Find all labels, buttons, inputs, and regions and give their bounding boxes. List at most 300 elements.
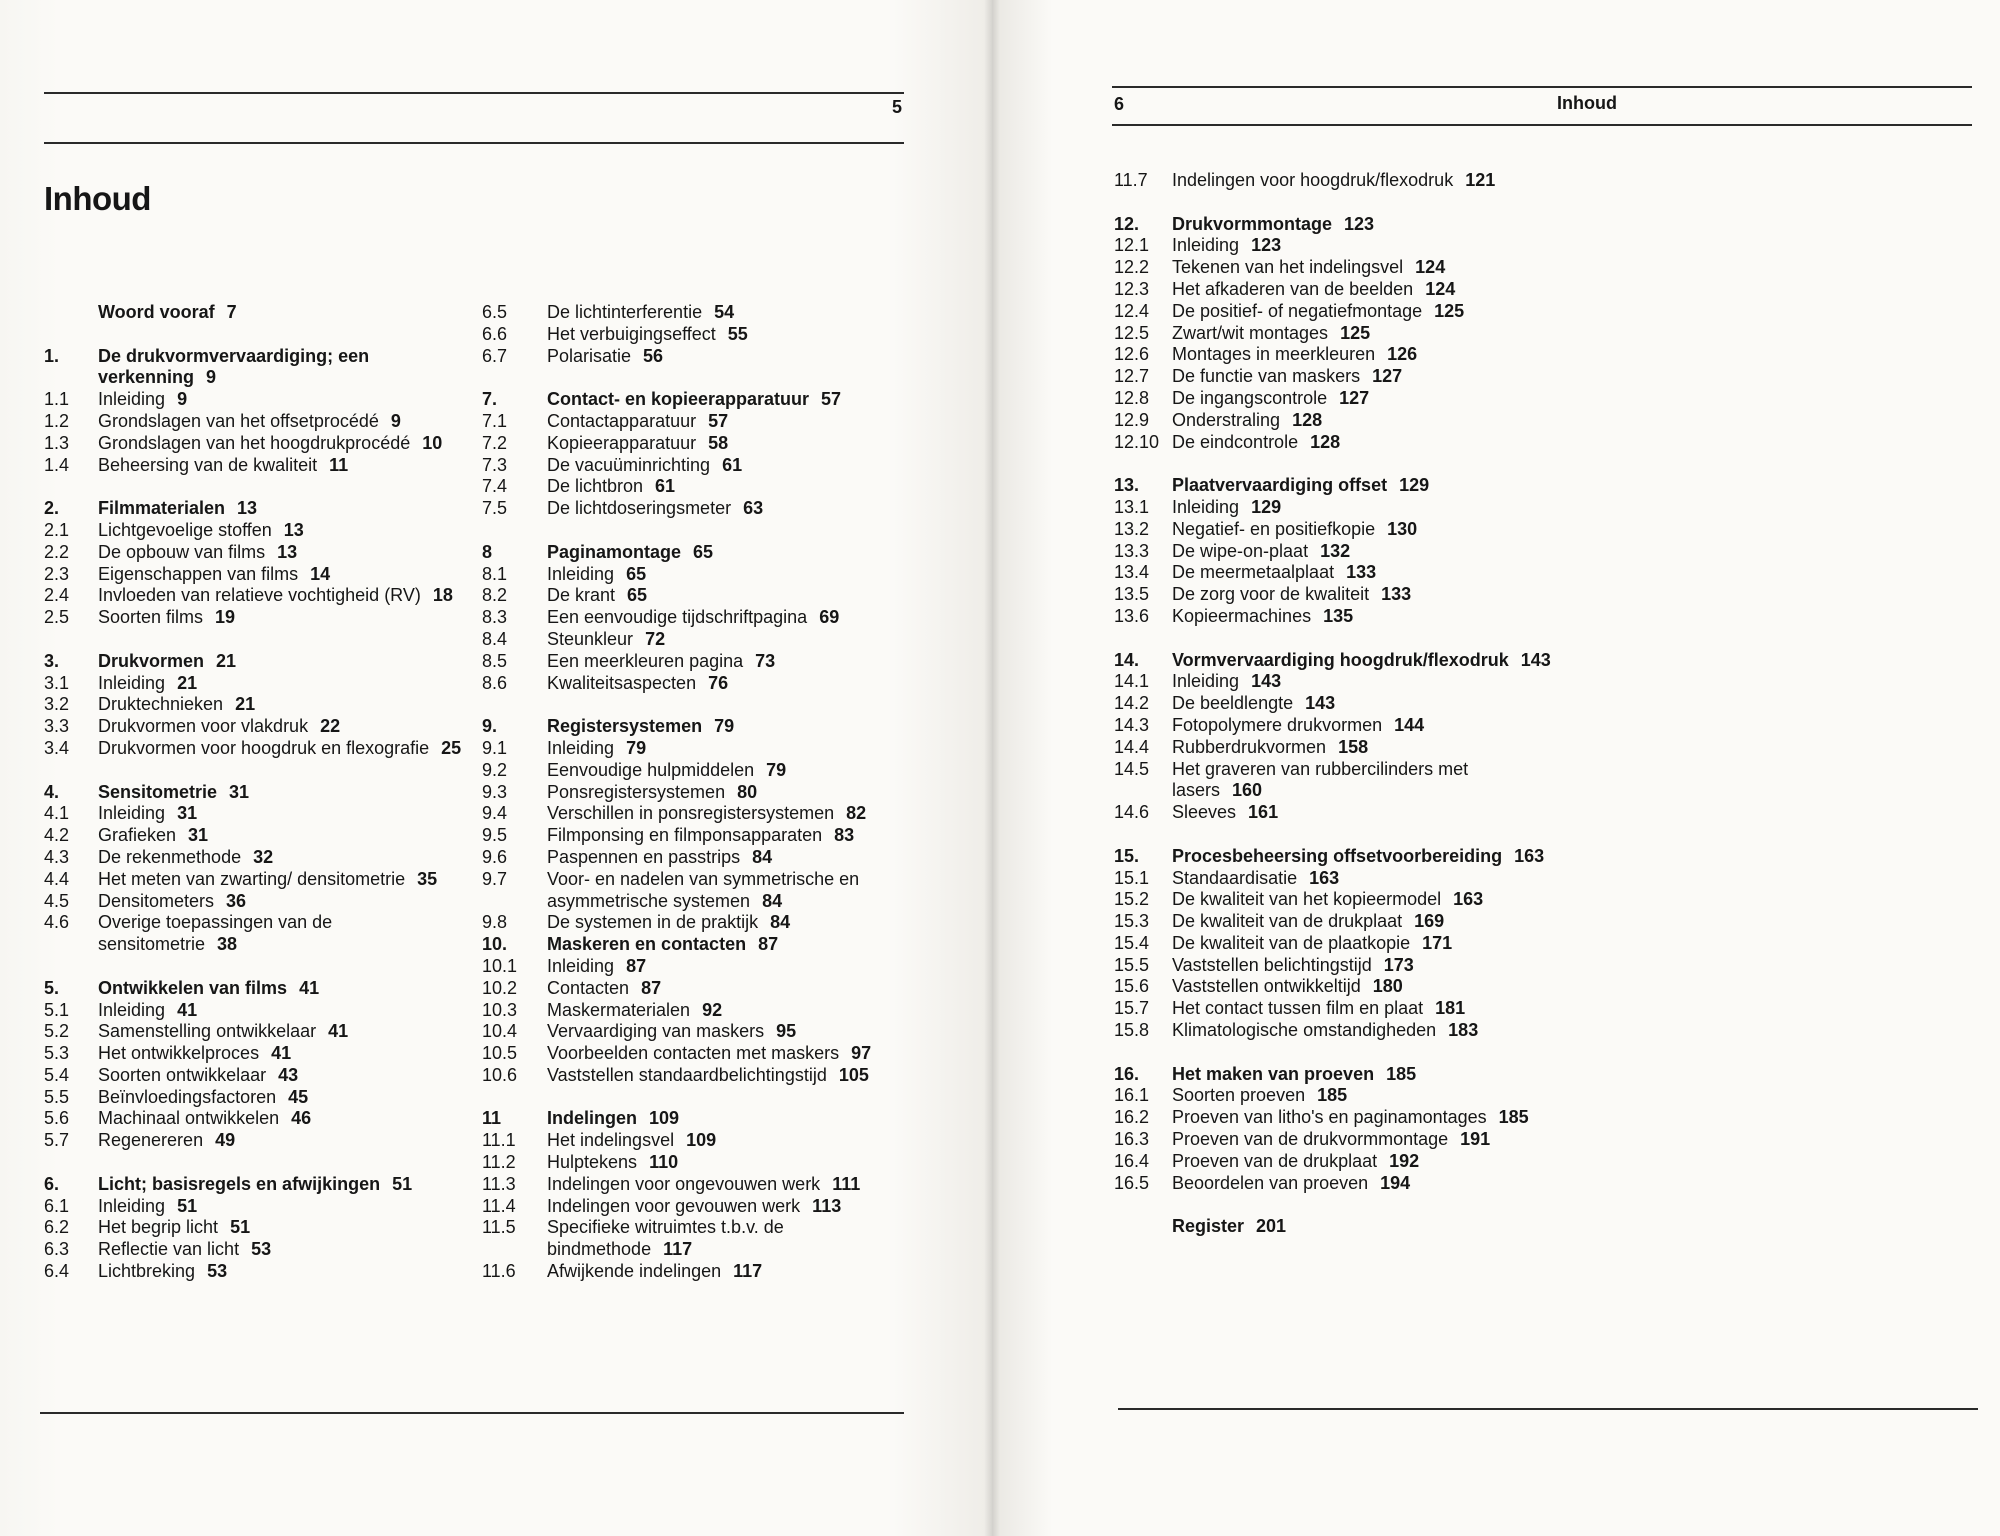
entry-title: Beoordelen van proeven bbox=[1172, 1172, 1369, 1193]
toc-entry bbox=[44, 716, 464, 738]
toc-entry bbox=[482, 411, 912, 433]
toc-entry bbox=[482, 433, 912, 455]
entry-number: 9.6 bbox=[482, 846, 508, 867]
right-page bbox=[992, 0, 2000, 1536]
entry-title: Tekenen van het indelingsvel bbox=[1172, 257, 1404, 278]
entry-number: 4.4 bbox=[44, 868, 70, 889]
entry-number: 13.3 bbox=[1114, 540, 1150, 561]
entry-title: De ingangscontrole bbox=[1172, 387, 1328, 408]
entry-page-number: 51 bbox=[392, 1173, 413, 1194]
entry-number: 10.6 bbox=[482, 1064, 518, 1085]
entry-number: 6.5 bbox=[482, 302, 508, 322]
entry-number: 7.5 bbox=[482, 498, 508, 519]
entry-page-number: 45 bbox=[288, 1086, 309, 1107]
entry-title: Inleiding bbox=[98, 803, 166, 824]
toc-entry bbox=[1114, 889, 1554, 911]
entry-body bbox=[1172, 1216, 1554, 1238]
entry-number: 8.2 bbox=[482, 585, 508, 606]
entry-title: Licht; basisregels en afwijkingen bbox=[98, 1173, 381, 1194]
toc-chapter-entry bbox=[44, 1174, 464, 1196]
toc-entry bbox=[482, 1065, 912, 1087]
entry-page-number: 63 bbox=[743, 498, 764, 519]
entry-page-number: 58 bbox=[708, 432, 729, 453]
entry-page-number: 183 bbox=[1448, 1020, 1479, 1041]
entry-title: Ponsregistersystemen bbox=[547, 781, 726, 802]
entry-title: Standaardisatie bbox=[1172, 867, 1298, 888]
toc-entry bbox=[1114, 366, 1554, 388]
entry-body bbox=[547, 869, 912, 913]
toc-entry bbox=[482, 1217, 912, 1261]
entry-page-number: 31 bbox=[229, 781, 250, 802]
entry-title: Indelingen voor gevouwen werk bbox=[547, 1195, 801, 1216]
toc-column-1 bbox=[1114, 170, 1554, 1238]
toc-chapter-entry bbox=[482, 934, 912, 956]
entry-title: Inleiding bbox=[1172, 235, 1240, 256]
toc-entry bbox=[44, 455, 464, 477]
entry-page-number: 11 bbox=[329, 454, 349, 475]
entry-body bbox=[98, 607, 464, 629]
entry-title: Verschillen in ponsregistersystemen bbox=[547, 803, 835, 824]
entry-title: Eigenschappen van films bbox=[98, 563, 299, 584]
toc-chapter-entry bbox=[482, 1108, 912, 1130]
toc-entry bbox=[44, 433, 464, 455]
entry-number: 7.3 bbox=[482, 454, 508, 475]
entry-page-number: 9 bbox=[206, 367, 217, 388]
left-page bbox=[0, 0, 992, 1536]
toc-entry bbox=[1114, 1129, 1554, 1151]
toc-chapter-entry bbox=[1114, 1064, 1554, 1086]
entry-title: Soorten ontwikkelaar bbox=[98, 1064, 267, 1085]
entry-body bbox=[547, 324, 912, 346]
entry-number: 1. bbox=[44, 345, 60, 366]
toc-entry bbox=[44, 1239, 464, 1261]
entry-number: 6.7 bbox=[482, 345, 508, 366]
toc-entry bbox=[44, 585, 464, 607]
entry-number: 11 bbox=[482, 1108, 502, 1129]
entry-body bbox=[1172, 366, 1554, 388]
entry-number: 15.4 bbox=[1114, 932, 1150, 953]
toc-entry bbox=[1114, 606, 1554, 628]
entry-page-number: 41 bbox=[299, 977, 320, 998]
entry-number: 11.4 bbox=[482, 1195, 516, 1216]
entry-number: 6.6 bbox=[482, 323, 508, 344]
toc-entry bbox=[44, 564, 464, 586]
entry-title: Het indelingsvel bbox=[547, 1130, 675, 1151]
entry-body bbox=[547, 1261, 912, 1283]
toc-entry bbox=[482, 978, 912, 1000]
entry-title: Specifieke witruimtes t.b.v. de bindmethode bbox=[547, 1217, 784, 1260]
entry-title: De krant bbox=[547, 585, 616, 606]
entry-body bbox=[547, 564, 912, 586]
entry-page-number: 13 bbox=[277, 541, 298, 562]
toc-chapter-entry bbox=[1114, 475, 1554, 497]
toc-entry bbox=[1114, 715, 1554, 737]
toc-entry bbox=[1114, 693, 1554, 715]
entry-body bbox=[547, 542, 912, 564]
entry-body bbox=[1172, 650, 1554, 672]
entry-number: 7.1 bbox=[482, 410, 508, 431]
toc-entry bbox=[482, 869, 912, 913]
toc-entry bbox=[482, 476, 912, 498]
entry-page-number: 7 bbox=[226, 302, 237, 322]
toc-entry bbox=[44, 803, 464, 825]
entry-title: Densitometers bbox=[98, 890, 215, 911]
entry-page-number: 163 bbox=[1514, 845, 1545, 866]
entry-number: 6. bbox=[44, 1173, 60, 1194]
toc-entry bbox=[44, 607, 464, 629]
entry-page-number: 127 bbox=[1372, 366, 1403, 387]
toc-entry bbox=[482, 455, 912, 477]
entry-page-number: 158 bbox=[1338, 736, 1369, 757]
toc-chapter-entry bbox=[44, 302, 464, 324]
entry-number: 14.3 bbox=[1114, 714, 1150, 735]
entry-page-number: 117 bbox=[733, 1261, 763, 1282]
toc-entry bbox=[482, 912, 912, 934]
entry-page-number: 72 bbox=[645, 628, 666, 649]
entry-title: Register bbox=[1172, 1216, 1245, 1237]
entry-body bbox=[547, 1152, 912, 1174]
entry-page-number: 143 bbox=[1251, 671, 1282, 692]
entry-number: 15.8 bbox=[1114, 1020, 1150, 1041]
toc-entry bbox=[44, 1196, 464, 1218]
entry-body bbox=[98, 978, 464, 1000]
entry-page-number: 41 bbox=[271, 1043, 292, 1064]
toc-chapter-entry bbox=[1114, 846, 1554, 868]
entry-title: Afwijkende indelingen bbox=[547, 1261, 722, 1282]
entry-body bbox=[547, 1196, 912, 1218]
entry-body bbox=[547, 760, 912, 782]
toc-entry bbox=[482, 629, 912, 651]
entry-page-number: 135 bbox=[1323, 605, 1354, 626]
toc-entry bbox=[44, 891, 464, 913]
entry-page-number: 84 bbox=[752, 846, 773, 867]
toc-entry bbox=[482, 498, 912, 520]
entry-body bbox=[547, 738, 912, 760]
top-rule bbox=[44, 92, 904, 94]
entry-body bbox=[98, 1021, 464, 1043]
entry-page-number: 191 bbox=[1460, 1129, 1491, 1150]
toc-entry bbox=[482, 760, 912, 782]
entry-body bbox=[547, 825, 912, 847]
entry-number: 16.1 bbox=[1114, 1085, 1150, 1106]
entry-page-number: 43 bbox=[278, 1064, 299, 1085]
entry-body bbox=[98, 1000, 464, 1022]
entry-number: 15.3 bbox=[1114, 911, 1150, 932]
entry-title: De zorg voor de kwaliteit bbox=[1172, 584, 1370, 605]
entry-title: Kopieermachines bbox=[1172, 605, 1312, 626]
entry-page-number: 61 bbox=[722, 454, 743, 475]
entry-number: 8.6 bbox=[482, 672, 508, 693]
toc-entry bbox=[44, 1021, 464, 1043]
entry-title: Eenvoudige hulpmiddelen bbox=[547, 759, 755, 780]
entry-number: 14.6 bbox=[1114, 802, 1150, 823]
entry-body bbox=[1172, 541, 1554, 563]
entry-title: De kwaliteit van de drukplaat bbox=[1172, 911, 1403, 932]
entry-title: Het graveren van rubbercilinders met lasers bbox=[1172, 758, 1469, 801]
entry-body bbox=[98, 1239, 464, 1261]
entry-body bbox=[1172, 868, 1554, 890]
entry-body bbox=[1172, 323, 1554, 345]
entry-page-number: 53 bbox=[251, 1239, 272, 1260]
entry-title: Grondslagen van het offsetprocédé bbox=[98, 410, 379, 431]
entry-title: Het afkaderen van de beelden bbox=[1172, 278, 1414, 299]
entry-body bbox=[547, 302, 912, 324]
entry-number: 3.2 bbox=[44, 694, 70, 715]
entry-number: 3. bbox=[44, 650, 60, 671]
toc-entry bbox=[1114, 344, 1554, 366]
toc-entry bbox=[44, 542, 464, 564]
entry-body bbox=[547, 803, 912, 825]
entry-title: De kwaliteit van de plaatkopie bbox=[1172, 932, 1411, 953]
entry-number: 9.8 bbox=[482, 912, 508, 933]
entry-page-number: 97 bbox=[851, 1043, 872, 1064]
entry-body bbox=[98, 1196, 464, 1218]
header-rule bbox=[1112, 124, 1972, 126]
toc-entry bbox=[44, 1065, 464, 1087]
entry-body bbox=[547, 651, 912, 673]
entry-title: Lichtgevoelige stoffen bbox=[98, 519, 272, 540]
entry-title: Vaststellen ontwikkeltijd bbox=[1172, 976, 1361, 997]
toc-entry bbox=[1114, 759, 1554, 803]
entry-page-number: 87 bbox=[758, 934, 779, 955]
entry-number: 2.1 bbox=[44, 519, 70, 540]
toc-entry bbox=[44, 1108, 464, 1130]
entry-number: 14.2 bbox=[1114, 693, 1150, 714]
entry-number: 2.4 bbox=[44, 585, 70, 606]
toc-entry bbox=[44, 1217, 464, 1239]
entry-page-number: 10 bbox=[422, 432, 443, 453]
entry-number: 6.4 bbox=[44, 1261, 70, 1282]
entry-body bbox=[98, 585, 464, 607]
entry-number: 15.7 bbox=[1114, 998, 1150, 1019]
entry-body bbox=[98, 694, 464, 716]
entry-page-number: 65 bbox=[627, 585, 648, 606]
toc-entry bbox=[1114, 235, 1554, 257]
toc-chapter-entry bbox=[482, 542, 912, 564]
entry-title: Inleiding bbox=[98, 1195, 166, 1216]
toc-entry bbox=[1114, 1151, 1554, 1173]
toc-chapter-entry bbox=[44, 782, 464, 804]
entry-page-number: 124 bbox=[1425, 278, 1456, 299]
entry-number: 12.2 bbox=[1114, 257, 1150, 278]
entry-body bbox=[98, 782, 464, 804]
entry-title: Paginamontage bbox=[547, 541, 682, 562]
entry-title: Kopieerapparatuur bbox=[547, 432, 697, 453]
entry-body bbox=[1172, 170, 1554, 192]
entry-number: 9.2 bbox=[482, 759, 508, 780]
entry-number: 7. bbox=[482, 389, 498, 410]
entry-title: Soorten films bbox=[98, 607, 204, 628]
entry-title: Inleiding bbox=[1172, 671, 1240, 692]
entry-page-number: 143 bbox=[1520, 649, 1551, 670]
entry-page-number: 21 bbox=[235, 694, 256, 715]
entry-page-number: 31 bbox=[188, 825, 209, 846]
entry-page-number: 185 bbox=[1317, 1085, 1348, 1106]
toc-entry bbox=[1114, 1085, 1554, 1107]
entry-body bbox=[1172, 1085, 1554, 1107]
entry-page-number: 117 bbox=[663, 1239, 693, 1260]
entry-body bbox=[547, 978, 912, 1000]
entry-body bbox=[1172, 388, 1554, 410]
entry-body bbox=[1172, 976, 1554, 998]
entry-number: 16.2 bbox=[1114, 1107, 1150, 1128]
entry-title: Paspennen en passtrips bbox=[547, 846, 741, 867]
entry-body bbox=[1172, 475, 1554, 497]
entry-body bbox=[98, 651, 464, 673]
entry-page-number: 132 bbox=[1320, 540, 1351, 561]
toc-entry bbox=[482, 1196, 912, 1218]
entry-page-number: 123 bbox=[1251, 235, 1282, 256]
entry-number: 1.2 bbox=[44, 410, 70, 431]
entry-page-number: 9 bbox=[177, 389, 188, 410]
entry-page-number: 173 bbox=[1383, 954, 1414, 975]
entry-title: Drukvormen voor hoogdruk en flexografie bbox=[98, 737, 430, 758]
toc-chapter-entry bbox=[44, 346, 464, 390]
entry-title: Fotopolymere drukvormen bbox=[1172, 714, 1383, 735]
entry-number: 7.4 bbox=[482, 476, 508, 497]
entry-body bbox=[547, 433, 912, 455]
entry-page-number: 95 bbox=[776, 1021, 797, 1042]
entry-title: Maskeren en contacten bbox=[547, 934, 747, 955]
entry-title: Het begrip licht bbox=[98, 1217, 219, 1238]
entry-title: Procesbeheersing offsetvoorbereiding bbox=[1172, 845, 1503, 866]
entry-body bbox=[1172, 998, 1554, 1020]
entry-title: Plaatvervaardiging offset bbox=[1172, 475, 1388, 496]
toc-entry bbox=[482, 346, 912, 368]
entry-number: 12. bbox=[1114, 213, 1140, 234]
entry-title: Indelingen bbox=[547, 1108, 637, 1129]
entry-body bbox=[547, 934, 912, 956]
toc-entry bbox=[482, 1021, 912, 1043]
entry-page-number: 130 bbox=[1387, 518, 1418, 539]
entry-page-number: 65 bbox=[693, 541, 714, 562]
toc-entry bbox=[44, 847, 464, 869]
entry-number: 4.1 bbox=[44, 803, 70, 824]
entry-body bbox=[98, 520, 464, 542]
entry-number: 3.1 bbox=[44, 672, 70, 693]
toc-entry bbox=[482, 585, 912, 607]
toc-chapter-entry bbox=[44, 651, 464, 673]
toc-entry bbox=[1114, 911, 1554, 933]
entry-body bbox=[547, 1043, 912, 1065]
entry-number: 5. bbox=[44, 977, 60, 998]
entry-title: Drukvormen voor vlakdruk bbox=[98, 716, 309, 737]
entry-number: 5.7 bbox=[44, 1130, 70, 1151]
entry-number: 9.4 bbox=[482, 803, 508, 824]
toc-entry bbox=[482, 956, 912, 978]
entry-number: 14.1 bbox=[1114, 671, 1150, 692]
entry-page-number: 169 bbox=[1414, 911, 1445, 932]
entry-number: 12.8 bbox=[1114, 387, 1150, 408]
entry-number: 4. bbox=[44, 781, 60, 802]
entry-page-number: 55 bbox=[727, 323, 748, 344]
toc-entry bbox=[1114, 868, 1554, 890]
entry-body bbox=[1172, 235, 1554, 257]
entry-title: Vervaardiging van maskers bbox=[547, 1021, 765, 1042]
entry-title: Een meerkleuren pagina bbox=[547, 650, 744, 671]
entry-body bbox=[547, 389, 912, 411]
entry-title: Reflectie van licht bbox=[98, 1239, 240, 1260]
entry-body bbox=[547, 607, 912, 629]
entry-page-number: 13 bbox=[237, 498, 258, 519]
toc-entry bbox=[482, 803, 912, 825]
entry-title: Filmmaterialen bbox=[98, 498, 226, 519]
entry-page-number: 171 bbox=[1422, 932, 1453, 953]
entry-body bbox=[1172, 606, 1554, 628]
entry-number: 13.1 bbox=[1114, 496, 1150, 517]
entry-title: Inleiding bbox=[1172, 496, 1240, 517]
bottom-rule bbox=[1118, 1408, 1978, 1410]
entry-title: De positief- of negatiefmontage bbox=[1172, 300, 1423, 321]
entry-number: 8.1 bbox=[482, 563, 508, 584]
entry-body bbox=[98, 716, 464, 738]
entry-page-number: 41 bbox=[177, 999, 198, 1020]
entry-number: 8 bbox=[482, 541, 493, 562]
entry-number: 9.1 bbox=[482, 737, 508, 758]
entry-title: Beïnvloedingsfactoren bbox=[98, 1086, 277, 1107]
toc-chapter-entry bbox=[1114, 1216, 1554, 1238]
entry-title: Een eenvoudige tijdschriftpagina bbox=[547, 607, 808, 628]
entry-number bbox=[1114, 1216, 1172, 1238]
entry-title: Het meten van zwarting/ densitometrie bbox=[98, 868, 406, 889]
toc-chapter-entry bbox=[482, 389, 912, 411]
toc-entry bbox=[44, 1043, 464, 1065]
entry-body bbox=[1172, 889, 1554, 911]
entry-number: 15.5 bbox=[1114, 954, 1150, 975]
entry-title: Grondslagen van het hoogdrukprocédé bbox=[98, 432, 411, 453]
entry-title: Lichtbreking bbox=[98, 1261, 196, 1282]
entry-page-number: 14 bbox=[310, 563, 331, 584]
entry-title: Rubberdrukvormen bbox=[1172, 736, 1327, 757]
top-rule bbox=[1112, 86, 1972, 88]
toc-entry bbox=[44, 912, 464, 956]
entry-title: Samenstelling ontwikkelaar bbox=[98, 1021, 317, 1042]
entry-number: 15. bbox=[1114, 845, 1140, 866]
entry-title: Inleiding bbox=[547, 955, 615, 976]
toc-entry bbox=[1114, 519, 1554, 541]
entry-body bbox=[1172, 933, 1554, 955]
entry-page-number: 87 bbox=[626, 955, 647, 976]
entry-number: 5.2 bbox=[44, 1021, 70, 1042]
entry-body bbox=[98, 302, 464, 324]
entry-number: 15.6 bbox=[1114, 976, 1150, 997]
toc-column-1 bbox=[44, 302, 464, 1283]
entry-page-number: 123 bbox=[1344, 213, 1375, 234]
entry-body bbox=[547, 476, 912, 498]
entry-number: 13. bbox=[1114, 475, 1140, 496]
entry-body bbox=[547, 716, 912, 738]
page-title: Inhoud bbox=[44, 180, 151, 217]
entry-number: 13.5 bbox=[1114, 584, 1150, 605]
entry-body bbox=[98, 738, 464, 760]
entry-body bbox=[1172, 693, 1554, 715]
toc-column-2 bbox=[482, 302, 912, 1283]
entry-number: 13.6 bbox=[1114, 605, 1150, 626]
entry-title: Beheersing van de kwaliteit bbox=[98, 454, 318, 475]
entry-title: Vaststellen belichtingstijd bbox=[1172, 954, 1372, 975]
entry-page-number: 61 bbox=[655, 476, 676, 497]
toc-chapter-entry bbox=[482, 716, 912, 738]
entry-number: 10. bbox=[482, 934, 508, 955]
entry-page-number: 51 bbox=[230, 1217, 251, 1238]
entry-number: 9.3 bbox=[482, 781, 508, 802]
entry-number: 3.4 bbox=[44, 737, 70, 758]
entry-number: 5.4 bbox=[44, 1064, 70, 1085]
entry-body bbox=[1172, 410, 1554, 432]
entry-page-number: 111 bbox=[832, 1173, 861, 1194]
entry-title: Contactapparatuur bbox=[547, 410, 697, 431]
entry-page-number: 13 bbox=[283, 519, 304, 540]
